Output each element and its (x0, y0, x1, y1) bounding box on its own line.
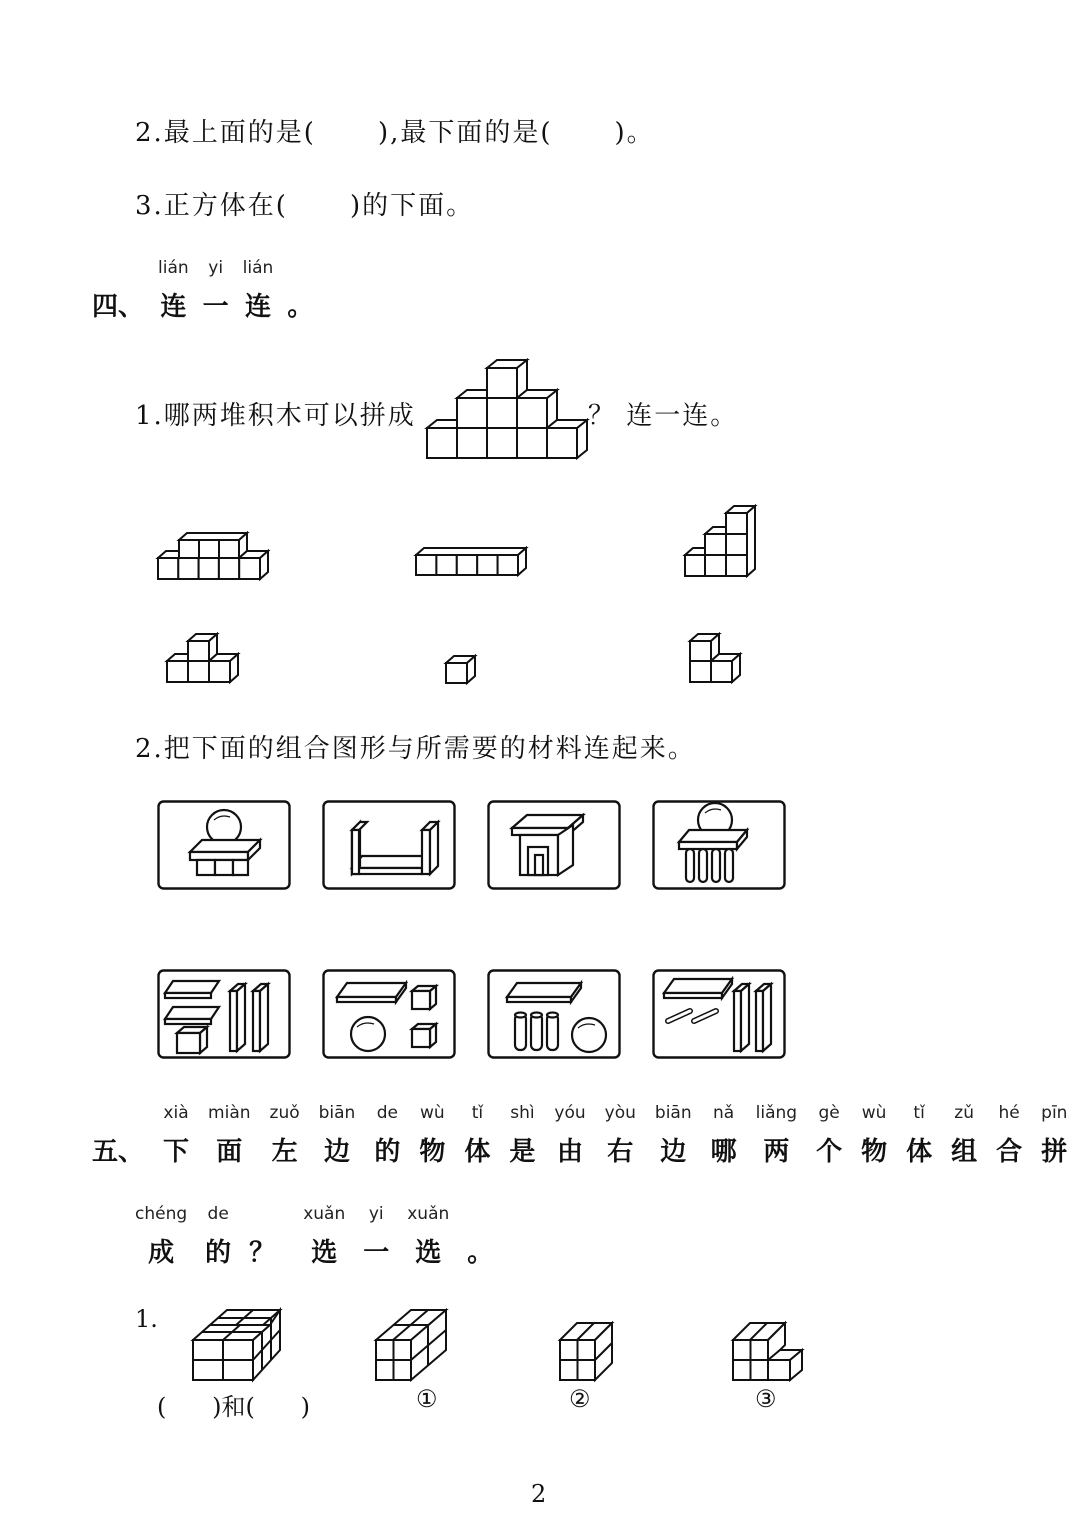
option1-label: ① (416, 1385, 438, 1413)
board-cubes-ball-icon (322, 969, 456, 1059)
board-cylinders-ball-icon (487, 969, 621, 1059)
section4-heading: 四、 lián 连 yi 一 lián 连 。 (92, 258, 314, 322)
target-block-icon (190, 1305, 285, 1385)
ball-on-table-icon (157, 800, 291, 890)
ball-on-pillars-icon (652, 800, 786, 890)
cube-pyramid-icon (425, 360, 595, 460)
option3-block-icon (730, 1315, 805, 1385)
option2-label: ② (569, 1385, 591, 1413)
u-frame-icon (322, 800, 456, 890)
stack-4-icon (166, 633, 241, 685)
section5-heading-row2: chéng 成 de 的 ？ xuǎn 选 yi 一 xuǎn 选 。 (135, 1204, 494, 1268)
stack-3-icon (689, 633, 744, 685)
section5-heading-row1: 五、 xià 下 miàn 面 zuǒ 左 biān 边 de 的 wù 物 tǐ 体 shì 是 yóu 由 yòu 右 biān 边 nǎ 哪 liǎng 两 gè 个 wù 物 tǐ 体 zǔ 组 hé 合 pīn 拼 (92, 1103, 1068, 1167)
stack-7-icon (157, 530, 272, 582)
board-rods-icon (652, 969, 786, 1059)
option2-block-icon (557, 1315, 617, 1385)
s4-q2-text: 2.把下面的组合图形与所需要的材料连起来。 (135, 734, 696, 764)
boards-cube-icon (157, 969, 291, 1059)
desk-icon (487, 800, 621, 890)
s5-q1-answer-blanks: ( )和( ) (157, 1393, 310, 1421)
stack-steps-icon (684, 505, 759, 579)
s4-q1-prefix: 1.哪两堆积木可以拼成 (135, 401, 416, 431)
option3-label: ③ (755, 1385, 777, 1413)
page-number: 2 (531, 1480, 547, 1508)
option1-block-icon (373, 1305, 451, 1385)
stack-5-row-icon (415, 546, 530, 578)
single-cube-icon (445, 655, 477, 685)
q3-text: 3.正方体在( )的下面。 (135, 191, 475, 221)
s4-q1-suffix: ？ 连一连。 (588, 401, 739, 431)
q2-text: 2.最上面的是( ),最下面的是( )。 (135, 118, 655, 148)
s5-q1-number: 1. (135, 1305, 158, 1333)
